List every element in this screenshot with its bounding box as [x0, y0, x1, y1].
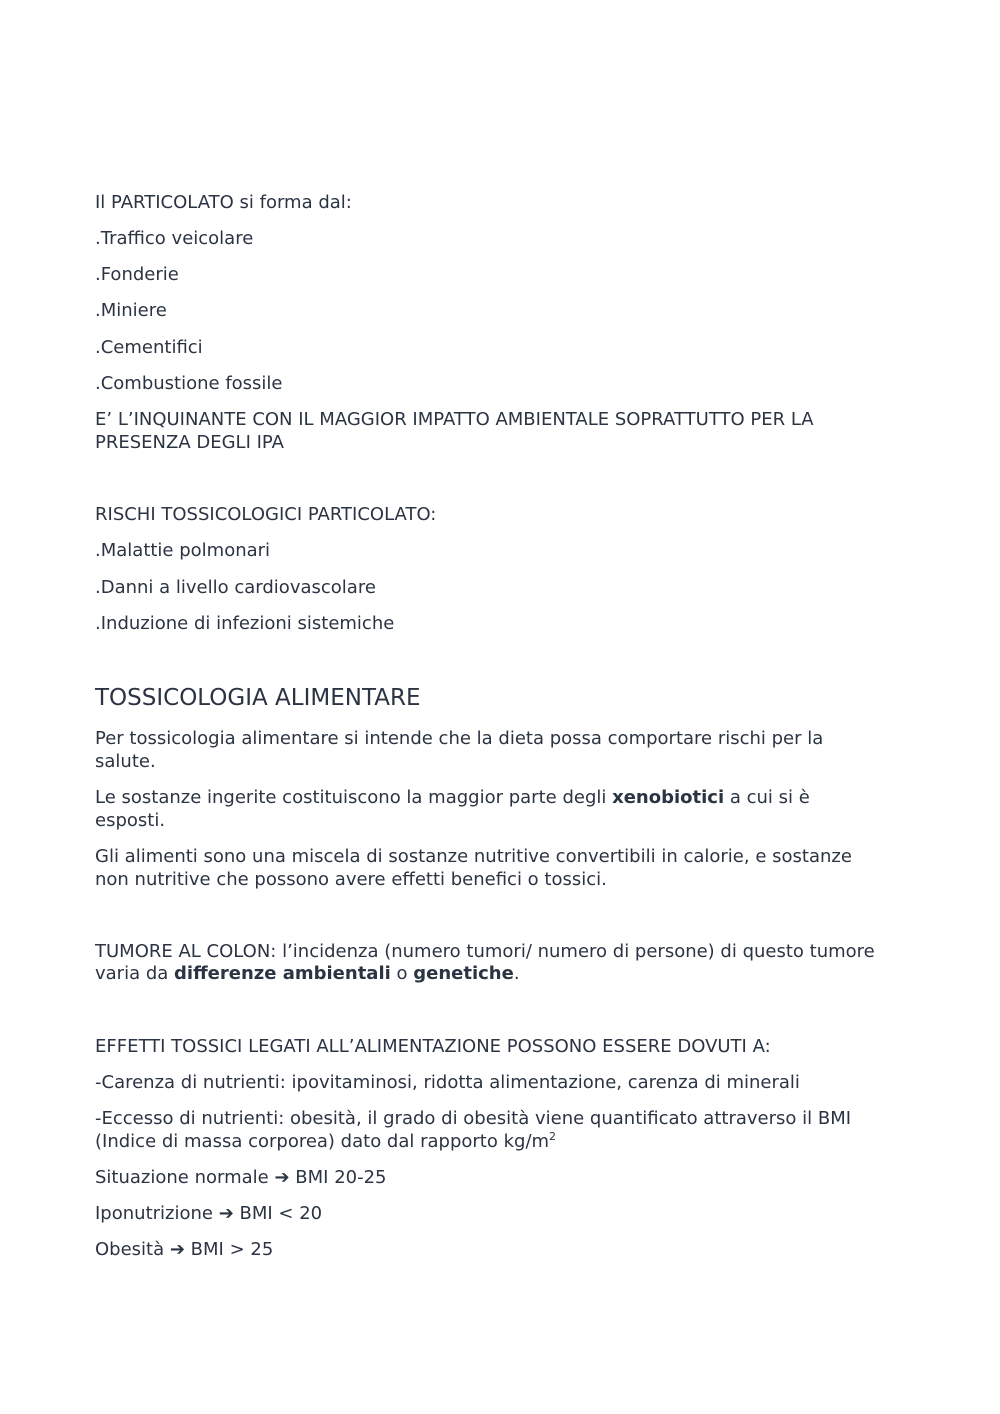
statement-line: PRESENZA DEGLI IPA: [95, 432, 284, 453]
bold-term: genetiche: [413, 963, 514, 984]
bmi-row: [95, 1238, 273, 1261]
bmi-row: [95, 1166, 387, 1189]
bmi-value: BMI > 25: [184, 1239, 274, 1260]
particolato-intro: Il PARTICOLATO si forma dal:: [95, 192, 352, 213]
rischi-title: RISCHI TOSSICOLOGICI PARTICOLATO:: [95, 504, 437, 525]
arrow-right-icon: ➔: [169, 1239, 185, 1260]
text-run: .: [513, 963, 520, 984]
paragraph-line: [95, 962, 520, 985]
bmi-value: BMI < 20: [233, 1203, 323, 1224]
list-item: .Danni a livello cardiovascolare: [95, 577, 376, 598]
paragraph-line: -Eccesso di nutrienti: obesità, il grado di obesità viene quantificato attraverso il BMI: [95, 1108, 852, 1129]
paragraph-line: Per tossicologia alimentare si intende che la dieta possa comportare rischi per la: [95, 728, 824, 749]
paragraph-line: esposti.: [95, 810, 166, 831]
paragraph-line: Gli alimenti sono una miscela di sostanze nutritive convertibili in calorie, e sostanze: [95, 846, 852, 867]
section-heading: TOSSICOLOGIA ALIMENTARE: [95, 685, 421, 711]
list-item: .Traffico veicolare: [95, 228, 254, 249]
arrow-right-icon: ➔: [274, 1167, 290, 1188]
text-run: varia da: [95, 963, 175, 984]
text-run: a cui si è: [724, 787, 810, 808]
list-item: .Induzione di infezioni sistemiche: [95, 613, 395, 634]
list-item: .Malattie polmonari: [95, 540, 271, 561]
paragraph-line: [95, 786, 810, 809]
bmi-value: BMI 20-25: [289, 1167, 387, 1188]
list-item: -Carenza di nutrienti: ipovitaminosi, ridotta alimentazione, carenza di minerali: [95, 1072, 800, 1093]
paragraph-line: TUMORE AL COLON: l’incidenza (numero tumori/ numero di persone) di questo tumore: [95, 941, 875, 962]
bmi-row: [95, 1202, 322, 1225]
paragraph-line: salute.: [95, 751, 156, 772]
list-item: .Combustione fossile: [95, 373, 283, 394]
list-item: .Miniere: [95, 300, 167, 321]
arrow-right-icon: ➔: [218, 1203, 234, 1224]
superscript: 2: [549, 1130, 557, 1143]
bmi-label: Iponutrizione: [95, 1203, 219, 1224]
list-item: .Cementifici: [95, 337, 203, 358]
paragraph-line: [95, 1130, 556, 1153]
effetti-title: EFFETTI TOSSICI LEGATI ALL’ALIMENTAZIONE POSSONO ESSERE DOVUTI A:: [95, 1036, 771, 1057]
text-run: (Indice di massa corporea) dato dal rapporto kg/m: [95, 1131, 550, 1152]
bold-term: xenobiotici: [612, 787, 725, 808]
bmi-label: Obesità: [95, 1239, 170, 1260]
bmi-label: Situazione normale: [95, 1167, 275, 1188]
text-run: Le sostanze ingerite costituiscono la maggior parte degli: [95, 787, 613, 808]
text-run: o: [390, 963, 414, 984]
bold-term: differenze ambientali: [174, 963, 391, 984]
paragraph-line: non nutritive che possono avere effetti benefici o tossici.: [95, 869, 607, 890]
statement-line: E’ L’INQUINANTE CON IL MAGGIOR IMPATTO AMBIENTALE SOPRATTUTTO PER LA: [95, 409, 814, 430]
list-item: .Fonderie: [95, 264, 179, 285]
